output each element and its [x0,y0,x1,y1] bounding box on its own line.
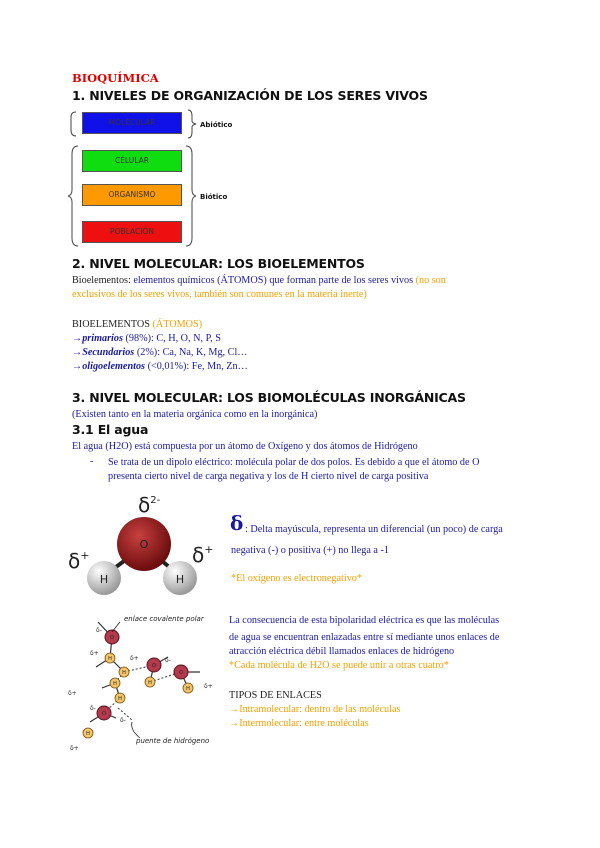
bioelements-list-title [72,318,202,332]
consequence-line-3: atracción eléctrica débil llamados enlaces de hidrógeno [229,646,455,657]
hydrogen-label-left: H [99,573,109,586]
item-name: primarios [82,333,123,344]
level-label: ORGANISMO [108,190,156,199]
dipole-bullet-line-1: Se trata de un dipolo eléctrico: molécula polar de dos polos. Es debido a que el átomo de O [108,457,480,468]
list-title-note: (ÁTOMOS) [152,319,203,330]
list-item [72,346,247,360]
section-3-heading: 3. NIVEL MOLECULAR: LOS BIOMOLÉCULAS INORGÁNICAS [72,390,466,405]
arrow-icon: → [72,333,83,344]
svg-text:H: H [118,696,122,702]
item-rest: (98%): C, H, O, N, P, S [122,333,221,344]
level-label: MOLECULAR [108,118,156,127]
consequence-line-1: La consecuencia de esta bipolaridad eléctrica es que las moléculas [229,615,500,626]
hydrogen-label-right: H [175,573,185,586]
svg-text:δ-: δ- [165,657,171,664]
bond-type-text: Intramolecular: dentro de las moléculas [239,704,401,715]
item-name: oligoelementos [82,361,146,372]
arrow-icon: → [229,704,240,715]
item-rest: (2%): Ca, Na, K, Mg, Cl… [134,347,248,358]
definition-note-1: (no son [413,275,446,286]
svg-text:H: H [186,686,190,692]
water-molecule-graphic [62,488,228,600]
svg-text:O: O [179,670,183,676]
consequence-note: *Cada molécula de H2O se puede unir a otras cuatro* [229,660,449,671]
definition-prefix: Bioelementos: [72,275,134,286]
bullet-dash: - [90,456,94,467]
section-2-heading: 2. NIVEL MOLECULAR: LOS BIOELEMENTOS [72,256,365,271]
delta-explanation-line-2: negativa (-) o positiva (+) no llega a -1 [231,545,389,556]
definition-note-2: exclusivos de los seres vivos, también son comunes en la materia inerte) [72,289,367,300]
section-1-heading: 1. NIVELES DE ORGANIZACIÓN DE LOS SERES VIVOS [72,88,428,103]
bioelements-definition [72,274,446,288]
svg-text:H: H [113,681,117,687]
svg-text:O: O [110,635,114,641]
delta-oxygen-charge: 2- [150,495,161,506]
delta-charge: + [80,549,90,562]
definition-text: elementos químicos (ÁTOMOS) que forman parte de los seres vivos [133,275,414,286]
svg-text:O: O [152,663,156,669]
abiotic-label: Abiótico [200,121,233,129]
item-name: Secundarios [82,347,135,358]
biotic-label: Biótico [200,193,228,201]
svg-text:δ-: δ- [96,627,102,634]
svg-text:H: H [148,680,152,686]
svg-text:δ+: δ+ [130,655,139,662]
delta-glyph: δ [192,543,205,567]
bond-type-item [229,717,369,731]
hydrogen-bond-network-graphic [60,610,225,758]
section-3-subnote: (Existen tanto en la materia orgánica como en la inorgánica) [72,409,318,420]
arrow-icon: → [72,361,83,372]
svg-text:δ+: δ+ [70,745,79,752]
delta-glyph: δ [68,549,81,573]
covalent-bond-label: enlace covalente polar [124,615,204,623]
delta-oxygen-label [138,493,161,517]
right-brace-abiotic [188,110,196,138]
braces-graphic [66,104,206,254]
document-title: BIOQUÍMICA [72,71,159,85]
svg-text:H: H [86,731,90,737]
bond-types-title: TIPOS DE ENLACES [229,690,322,701]
arrow-icon: → [72,347,83,358]
delta-symbol: δ [230,511,244,535]
list-item [72,332,221,346]
level-label: POBLACIÓN [110,227,154,236]
svg-text:δ-: δ- [90,705,96,712]
level-label: CÉLULAR [115,156,149,165]
delta-hydrogen-left-label [68,549,89,573]
consequence-line-2: de agua se encuentran enlazadas entre sí mediante unos enlaces de [229,632,500,643]
right-brace-biotic [186,146,196,246]
svg-text:H: H [122,670,126,676]
dipole-bullet-line-2: presenta cierto nivel de carga negativa y los de H cierto nivel de carga positiva [108,471,429,482]
item-rest: (<0,01%): Fe, Mn, Zn… [145,361,248,372]
arrow-icon: → [229,718,240,729]
delta-glyph: δ [138,493,151,517]
svg-text:δ+: δ+ [68,690,77,697]
bond-type-text: Intermolecular: entre moléculas [239,718,369,729]
svg-text:δ+: δ+ [90,650,99,657]
hydrogen-bridge-label: puente de hidrógeno [136,737,210,745]
subsection-heading-water: 3.1 El agua [72,422,149,437]
svg-text:H: H [108,656,112,662]
oxygen-electronegative-note: *El oxígeno es electronegativo* [231,573,362,584]
left-brace-biotic [68,146,78,246]
bond-type-item [229,703,400,717]
svg-text:δ-: δ- [120,717,126,724]
left-bracket-abiotic [71,112,76,136]
delta-charge: + [204,543,214,556]
delta-explanation-line-1: : Delta mayúscula, representa un diferencial (un poco) de carga [245,524,503,535]
delta-hydrogen-right-label [192,543,213,567]
water-description: El agua (H2O) está compuesta por un átomo de Oxígeno y dos átomos de Hidrógeno [72,441,418,452]
oxygen-label: O [139,538,149,551]
svg-text:O: O [102,711,106,717]
list-title: BIOELEMENTOS [72,319,153,330]
list-item [72,360,248,374]
svg-text:δ+: δ+ [204,683,213,690]
